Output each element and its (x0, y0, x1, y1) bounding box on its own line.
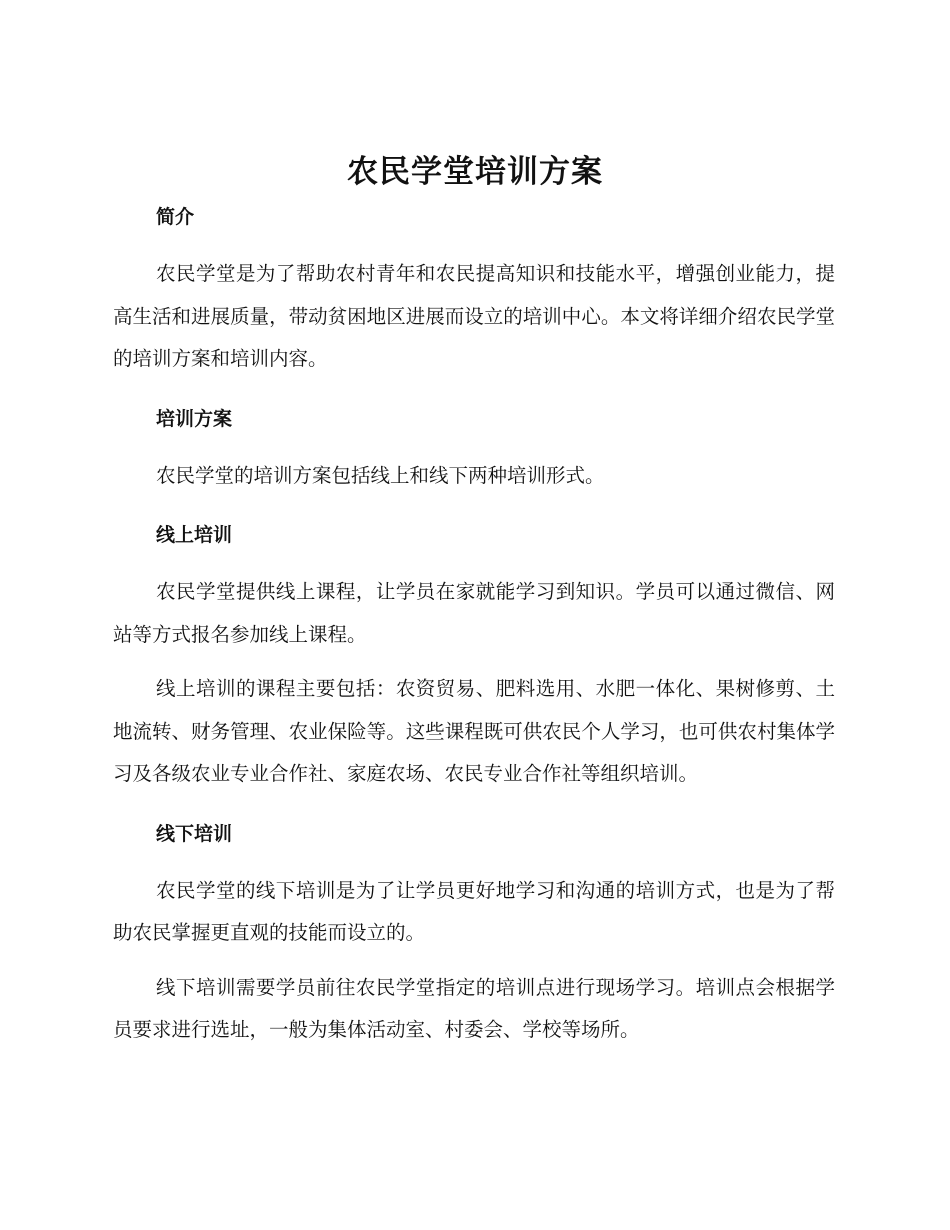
section-heading-plan: 培训方案 (156, 407, 233, 430)
paragraph-online-2: 线上培训的课程主要包括：农资贸易、肥料选用、水肥一体化、果树修剪、土地流转、财务管理、农业保险等。这些课程既可供农民个人学习，也可供农村集体学习及各级农业专业合作社、家庭农场、农民专业合作社等组织培训。 (113, 677, 835, 785)
section-online (113, 521, 835, 796)
paragraph-plan-1: 农民学堂的培训方案包括线上和线下两种培训形式。 (156, 463, 605, 487)
section-heading-intro: 简介 (156, 206, 195, 228)
paragraph-offline-1: 农民学堂的线下培训是为了让学员更好地学习和沟通的培训方式，也是为了帮助农民掌握更直观的技能而设立的。 (113, 878, 835, 944)
paragraph-online-1: 农民学堂提供线上课程，让学员在家就能学习到知识。学员可以通过微信、网站等方式报名参加线上课程。 (113, 580, 835, 646)
paragraph-intro-1: 农民学堂是为了帮助农村青年和农民提高知识和技能水平，增强创业能力，提高生活和进展质量，带动贫困地区进展而设立的培训中心。本文将详细介绍农民学堂的培训方案和培训内容。 (113, 262, 835, 370)
paragraph-offline-2: 线下培训需要学员前往农民学堂指定的培训点进行现场学习。培训点会根据学员要求进行选址，一般为集体活动室、村委会、学校等场所。 (113, 975, 835, 1041)
section-heading-offline: 线下培训 (156, 822, 233, 845)
section-heading-online: 线上培训 (156, 524, 233, 546)
section-intro (113, 203, 835, 381)
document-title: 农民学堂培训方案 (347, 154, 603, 190)
document-body (113, 203, 835, 1052)
section-offline (113, 820, 835, 1052)
section-plan (113, 405, 835, 498)
